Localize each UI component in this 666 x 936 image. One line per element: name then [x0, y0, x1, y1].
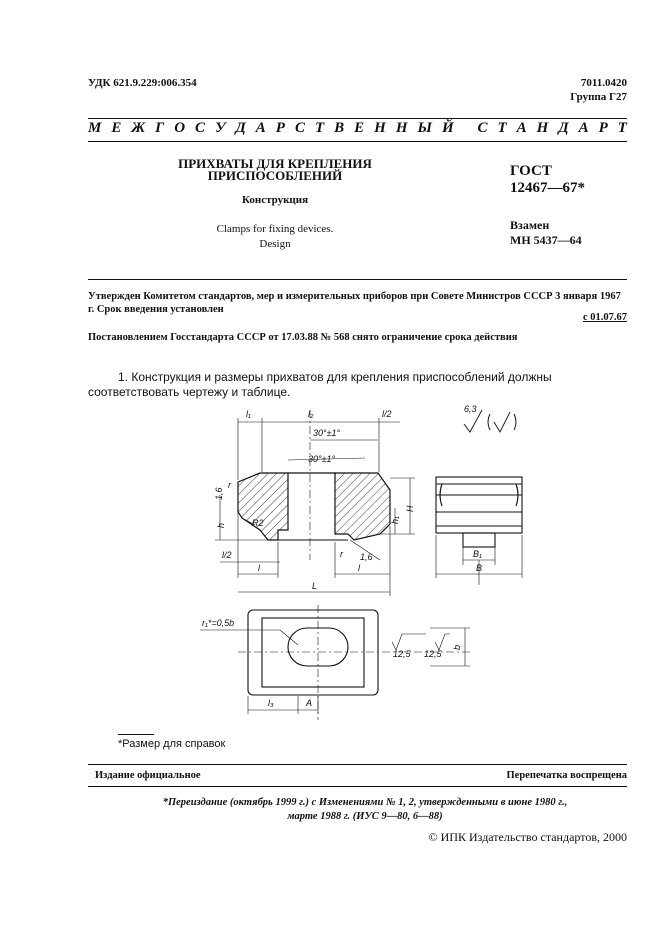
footnote-rule [118, 734, 154, 735]
dim-r1: r₁*=0,5b [202, 618, 235, 628]
dim-A: A [306, 698, 313, 708]
footer-rule-2 [88, 786, 627, 787]
english-title-line-1: Clamps for fixing devices. [216, 223, 334, 235]
banner-letter: Ы [417, 120, 433, 136]
banner-letter: А [516, 120, 527, 136]
banner-letter: Н [395, 120, 408, 136]
dim-l-half: l/2 [222, 550, 232, 560]
dim-l2: l₂ [308, 409, 314, 419]
gost-number: 12467—67* [510, 180, 585, 196]
plan-view [200, 605, 470, 720]
udk-code: УДК 621.9.229:006.354 [88, 77, 197, 89]
gost-block [510, 163, 585, 197]
banner-letter: О [174, 120, 186, 136]
copyright: © ИПК Издательство стандартов, 2000 [428, 830, 627, 844]
dim-b: b [452, 644, 462, 650]
decree-text: Постановлением Госстандарта СССР от 17.03.88 № 568 снято ограничение срока действия [88, 332, 518, 343]
roughness-12-5-b: 12,5 [424, 649, 442, 659]
banner-letter: Р [598, 120, 608, 136]
document-subtitle: Конструкция [241, 194, 309, 206]
banner-letter [464, 120, 468, 137]
footer-rule [88, 764, 627, 765]
banner-letter: Г [155, 120, 165, 136]
banner-letter: Е [354, 120, 365, 136]
banner-letter: Д [235, 120, 246, 136]
banner-letter: А [255, 120, 266, 136]
approval-text: Утвержден Комитетом стандартов, мер и измерительных приборов при Совете Министров СССР 3 января 1967 г. Срок введения установлен [88, 291, 621, 315]
dim-1-6-left: 1,6 [214, 487, 224, 500]
banner-letter: Н [536, 120, 549, 136]
english-title-line-2: Design [259, 238, 291, 250]
banner-letter: С [294, 120, 305, 136]
banner-letter: Р [275, 120, 285, 136]
banner-letter: Ж [131, 120, 146, 136]
reissue-line-2: марте 1988 г. (ИУС 9—80, 6—88) [287, 811, 443, 822]
banner-letter: Т [497, 120, 507, 136]
dim-l-half-top: l/2 [382, 409, 392, 419]
banner-letter: Й [442, 120, 454, 136]
approval-rule [88, 279, 627, 280]
dim-1-6-right: 1,6 [360, 552, 373, 562]
banner-letter: У [215, 120, 226, 136]
standard-banner [88, 120, 627, 137]
banner-letter: С [195, 120, 206, 136]
banner-letter: Т [617, 120, 627, 136]
classification-group: Группа Г27 [570, 91, 627, 103]
dim-l3: l₃ [268, 698, 274, 708]
footnote: *Размер для справок [118, 738, 226, 750]
banner-letter: Н [374, 120, 386, 136]
replace-label: Взамен [510, 218, 550, 232]
clause-1: 1. Конструкция и размеры прихватов для крепления приспособлений должны соответствовать чертежу и таблице. [88, 370, 552, 399]
dim-r-top: r [228, 480, 231, 490]
title-line-1: ПРИХВАТЫ ДЛЯ КРЕПЛЕНИЯ [178, 156, 372, 171]
dim-B1: B₁ [473, 549, 482, 559]
banner-rule [88, 141, 627, 142]
banner-letter: Д [558, 120, 569, 136]
angle-label-1: 30°±1° [313, 428, 341, 438]
dim-l-right: l [358, 563, 360, 573]
replace-value: МН 5437—64 [510, 233, 582, 247]
dim-B: B [476, 563, 483, 573]
dim-h1: h₁ [390, 516, 400, 524]
banner-letter: С [477, 120, 488, 136]
banner-letter: М [88, 120, 102, 136]
dim-l1: l₁ [246, 409, 251, 419]
document-title [160, 158, 390, 182]
roughness-12-5-a: 12,5 [393, 649, 411, 659]
replacement-block [510, 218, 582, 248]
reprint-ban: Перепечатка воспрещена [506, 770, 627, 781]
classification-block [570, 76, 627, 104]
classification-code: 7011.0420 [580, 77, 627, 89]
title-line-2: ПРИСПОСОБЛЕНИЙ [207, 168, 343, 183]
effective-date: с 01.07.67 [582, 312, 627, 323]
dim-H: H [405, 505, 415, 512]
top-rule [88, 118, 627, 119]
technical-drawing [180, 400, 630, 720]
roughness-value: 6,3 [464, 404, 477, 414]
banner-letter: А [578, 120, 589, 136]
reissue-line-1: *Переиздание (октябрь 1999 г.) с Изменениями № 1, 2, утвержденными в июне 1980 г., [162, 797, 568, 808]
banner-letter: Е [111, 120, 122, 136]
gost-label: ГОСТ [510, 163, 552, 179]
edition-label: Издание официальное [95, 770, 201, 781]
banner-letter: Т [314, 120, 325, 136]
dim-R2: R2 [252, 518, 264, 528]
dim-L: L [312, 581, 318, 591]
dim-r-bottom: r [340, 549, 343, 559]
reissue-note [150, 796, 580, 824]
angle-label-2: 30°±1° [308, 454, 336, 464]
english-title [160, 222, 390, 252]
dim-h: h [216, 522, 226, 528]
dim-l-left: l [258, 563, 260, 573]
banner-letter: В [334, 120, 345, 136]
